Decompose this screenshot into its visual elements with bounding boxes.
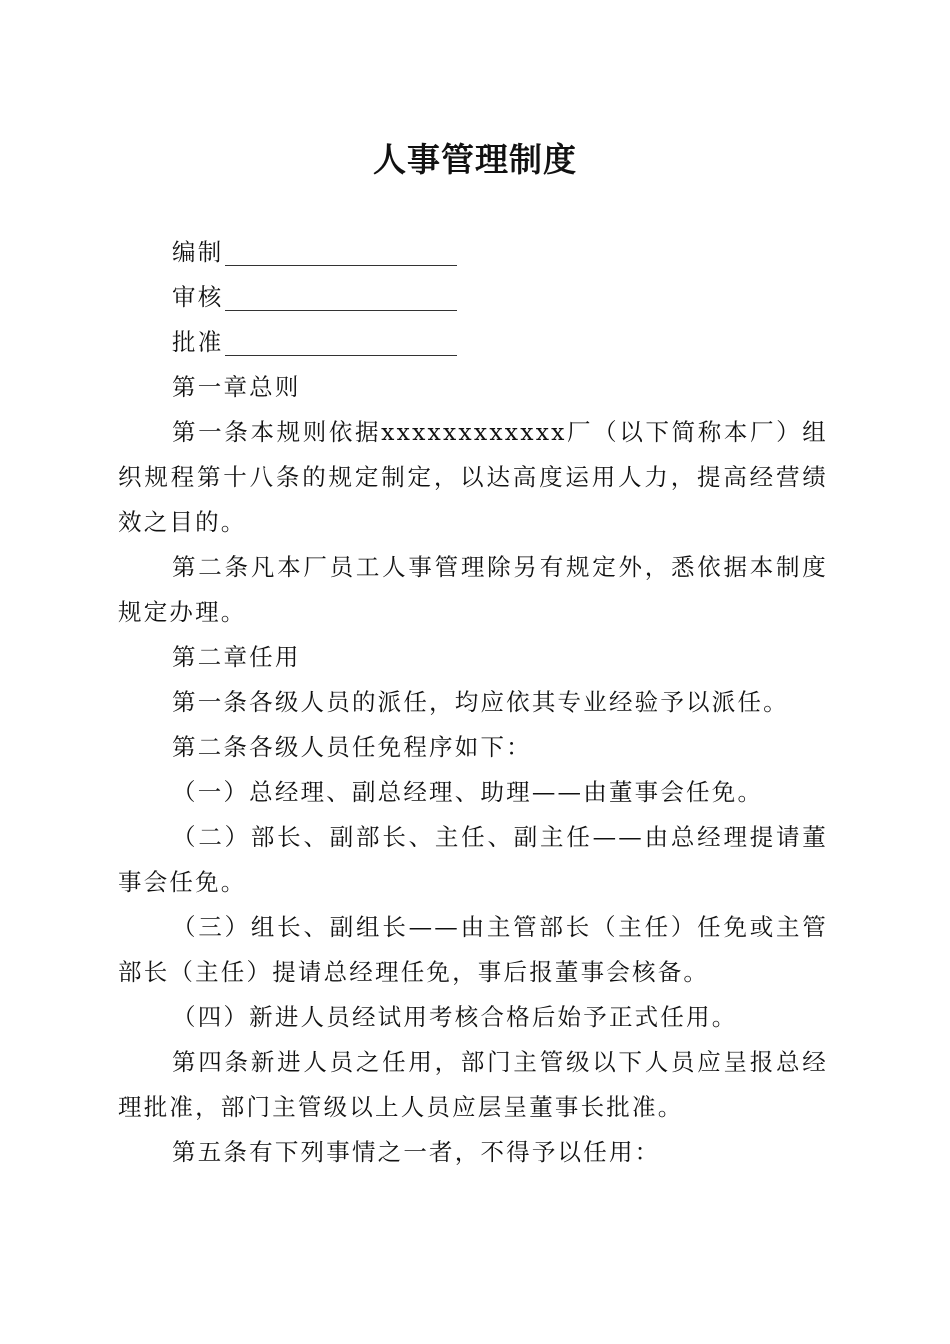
signoff-compiled: [118, 230, 828, 275]
signoff-compiled-label: 编制: [172, 238, 224, 266]
chapter-heading-appointment: 第二章任用: [172, 643, 301, 671]
signoff-reviewed-label: 审核: [172, 283, 224, 311]
paragraph-article-5: 第五条有下列事情之一者，不得予以任用：: [172, 1138, 661, 1166]
paragraph-article-1: 第一条本规则依据xxxxxxxxxxxx厂（以下简称本厂）组织规程第十八条的规定制定，以达高度运用人力，提高经营绩效之目的。: [118, 418, 828, 536]
document-body: [118, 230, 828, 1175]
paragraph-article-2: 第二条凡本厂员工人事管理除另有规定外，悉依据本制度规定办理。: [118, 553, 828, 626]
signoff-approved-label: 批准: [172, 328, 224, 356]
list-item-1: （一）总经理、副总经理、助理——由董事会任免。: [172, 778, 764, 806]
list-item-2: （二）部长、副部长、主任、副主任——由总经理提请董事会任免。: [118, 823, 828, 896]
chapter-heading-general: 第一章总则: [172, 373, 301, 401]
paragraph-appointment-article-1: 第一条各级人员的派任，均应依其专业经验予以派任。: [172, 688, 789, 716]
signoff-compiled-blank: [225, 236, 457, 266]
signoff-approved: [118, 320, 828, 365]
paragraph-article-4: 第四条新进人员之任用，部门主管级以下人员应呈报总经理批准，部门主管级以上人员应层呈董事长批准。: [118, 1048, 828, 1121]
signoff-reviewed: [118, 275, 828, 320]
signoff-approved-blank: [225, 326, 457, 356]
signoff-reviewed-blank: [225, 281, 457, 311]
paragraph-appointment-article-2: 第二条各级人员任免程序如下：: [172, 733, 532, 761]
document-title: 人事管理制度: [373, 140, 577, 179]
list-item-3: （三）组长、副组长——由主管部长（主任）任免或主管部长（主任）提请总经理任免，事后报董事会核备。: [118, 913, 828, 986]
list-item-4: （四）新进人员经试用考核合格后始予正式任用。: [172, 1003, 738, 1031]
